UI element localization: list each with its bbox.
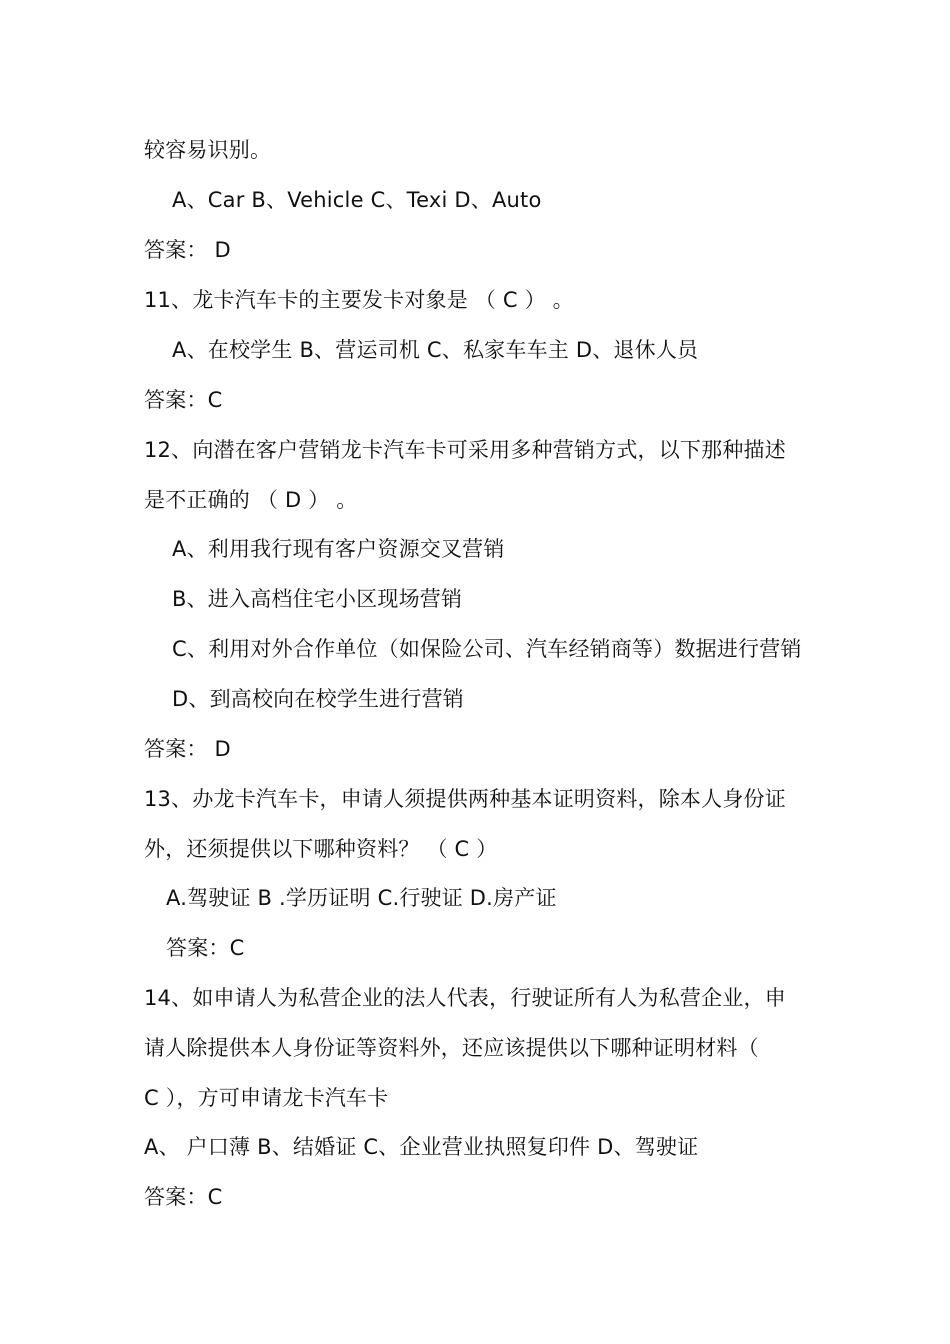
question-13-text-line-2: 外，还须提供以下哪种资料？ （ C ）: [144, 837, 498, 861]
question-11-options: A、在校学生 B、营运司机 C、私家车车主 D、退休人员: [172, 338, 699, 362]
question-11-text: 11、龙卡汽车卡的主要发卡对象是 （ C ） 。: [144, 288, 574, 312]
question-14-text-line-3: C ），方可申请龙卡汽车卡: [144, 1086, 389, 1110]
question-14-text-line-1: 14、如申请人为私营企业的法人代表，行驶证所有人为私营企业，申: [144, 986, 786, 1010]
question-12-option-a: A、利用我行现有客户资源交叉营销: [172, 537, 505, 561]
question-13-answer: 答案：C: [166, 936, 245, 960]
question-12-answer: 答案： D: [144, 737, 231, 761]
question-14-text-line-2: 请人除提供本人身份证等资料外，还应该提供以下哪种证明材料（: [144, 1036, 759, 1060]
question-10-options: A、Car B、Vehicle C、Texi D、Auto: [172, 188, 542, 212]
question-12-option-c: C、利用对外合作单位（如保险公司、汽车经销商等）数据进行营销: [172, 637, 802, 661]
question-10-text-tail: 较容易识别。: [144, 138, 272, 162]
question-10-answer: 答案： D: [144, 238, 231, 262]
question-14-options: A、 户口薄 B、结婚证 C、企业营业执照复印件 D、驾驶证: [144, 1135, 699, 1159]
question-12-option-d: D、到高校向在校学生进行营销: [172, 687, 464, 711]
question-12-text-line-1: 12、向潜在客户营销龙卡汽车卡可采用多种营销方式，以下那种描述: [144, 438, 786, 462]
question-13-text-line-1: 13、办龙卡汽车卡，申请人须提供两种基本证明资料，除本人身份证: [144, 787, 786, 811]
question-12-option-b: B、进入高档住宅小区现场营销: [172, 587, 463, 611]
question-14-answer: 答案：C: [144, 1185, 223, 1209]
question-13-options: A.驾驶证 B .学历证明 C.行驶证 D.房产证: [166, 886, 557, 910]
question-11-answer: 答案：C: [144, 388, 223, 412]
question-12-text-line-2: 是不正确的 （ D ） 。: [144, 488, 358, 512]
